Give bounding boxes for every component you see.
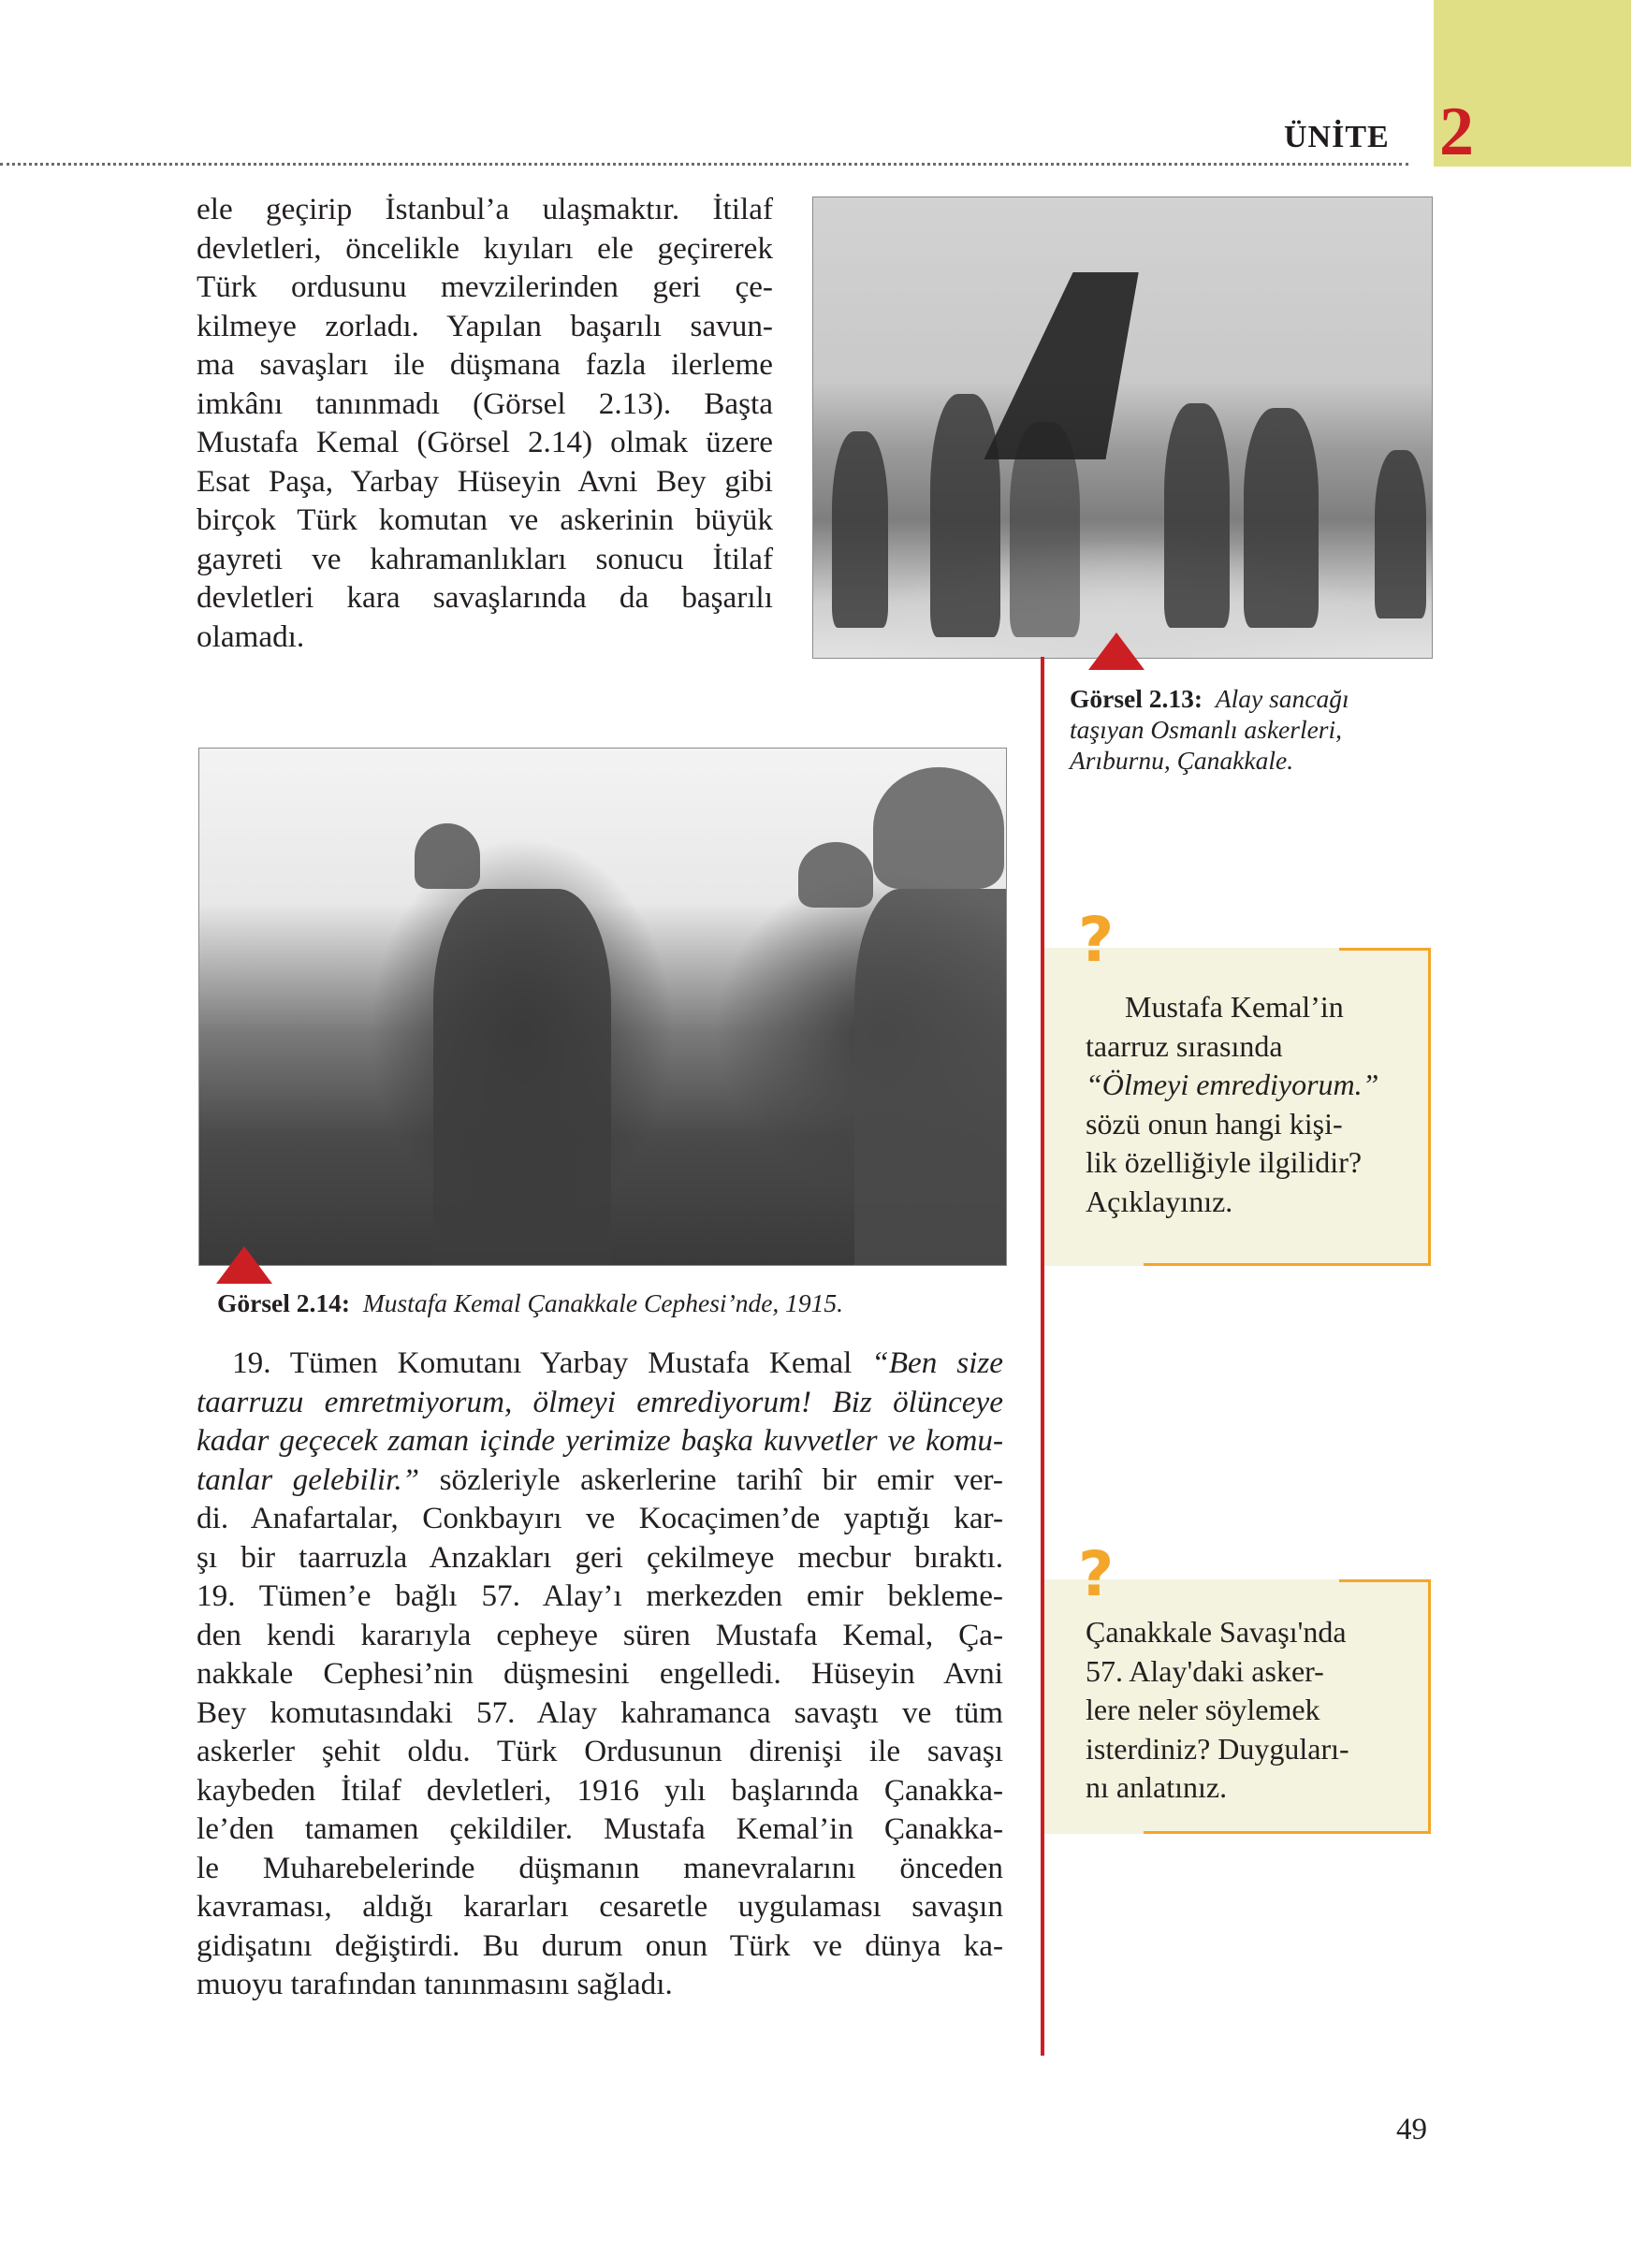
question-mark-icon: ? [1078,1538,1115,1610]
caption-text: Mustafa Kemal Çanakkale Cephesi’nde, 1915. [362,1288,844,1317]
text-line: lik özelliğiyle ilgilidir? [1086,1145,1363,1179]
caption-text: Arıburnu, Çanakkale. [1070,746,1294,775]
text-line: Bey komutasındaki 57. Alay kahramanca savaştı ve tüm [197,1694,1003,1730]
text-line: kaybeden İtilaf devletleri, 1916 yılı başlarında Çanakka- [197,1772,1003,1808]
soldier-silhouette [1164,403,1230,628]
text-line: muoyu tarafından tanınmasını sağladı. [197,1967,673,2001]
text-line: kavraması, aldığı kararları cesaretle uygulaması savaşın [197,1889,1003,1924]
helmet-silhouette [798,842,873,908]
text-line: 19. Tümen’e bağlı 57. Alay’ı merkezden emir bekleme- [197,1578,1003,1613]
unit-label: ÜNİTE [1284,120,1390,154]
text-line: birçok Türk komutan ve askerinin büyük [197,502,773,537]
text-line [197,1344,1003,1383]
intro-paragraph [197,190,773,656]
text-line: Açıklayınız. [1086,1184,1233,1218]
text-line: kilmeye zorladı. Yapılan başarılı savun- [197,308,773,343]
caption-label: Görsel 2.13: [1070,684,1203,713]
text-run: sözleriyle askerlerine tarihî bir emir ver- [419,1461,1003,1497]
question-mark-icon: ? [1078,904,1115,976]
text-line: Mustafa Kemal (Görsel 2.14) olmak üzere [197,425,773,459]
text-line: taarruz sırasında [1086,1028,1283,1063]
text-line: gayreti ve kahramanlıkları sonucu İtilaf [197,541,773,576]
question-1-text [1086,988,1378,1221]
box-border-bottom [1144,1831,1431,1834]
text-line: ma savaşları ile düşmana fazla ilerleme [197,347,773,382]
text-line: 57. Alay'daki asker- [1086,1653,1324,1688]
text-line: olamadı. [197,618,305,654]
box-border-top [1339,948,1431,951]
soldier-silhouette [854,889,1006,1265]
question-2-text [1086,1613,1349,1808]
quote-run: kadar geçecek zaman içinde yerimize başka kuvvetler ve komu- [197,1423,1003,1458]
caption-text: Alay sancağı [1215,684,1349,713]
figure-2-13-photo [812,196,1433,659]
text-line: di. Anafartalar, Conkbayırı ve Kocaçimen’de yaptığı kar- [197,1501,1003,1535]
text-line: den kendi kararıyla cepheye süren Mustafa Kemal, Ça- [197,1617,1003,1652]
page-number: 49 [1396,2113,1427,2146]
regiment-flag [984,272,1138,459]
fur-hat-silhouette [873,767,1004,889]
text-line: nı anlatınız. [1086,1770,1228,1804]
text-line [197,1461,1003,1500]
box-border-right [1428,1579,1431,1834]
text-line: lere neler söylemek [1086,1693,1320,1726]
text-line [197,1421,1003,1461]
text-run: 19. Tümen Komutanı Yarbay Mustafa Kemal [232,1345,872,1380]
text-line: Çanakkale Savaşı'nda [1086,1615,1347,1649]
text-line: nakkale Cephesi’nin düşmesini engelledi. Hüseyin Avni [197,1656,1003,1691]
text-line: devletleri kara savaşlarında da başarılı [197,580,773,615]
header-dotted-divider [0,163,1408,166]
caption-text: taşıyan Osmanlı askerleri, [1070,715,1343,744]
text-line: ele geçirip İstanbul’a ulaşmaktır. İtilaf [197,192,773,226]
text-line: devletleri, öncelikle kıyıları ele geçirerek [197,230,773,266]
text-line: şı bir taarruzla Anzakları geri çekilmeye mecbur bıraktı. [197,1539,1003,1575]
text-line: gidişatını değiştirdi. Bu durum onun Türk ve dünya ka- [197,1927,1003,1963]
figure-2-14-caption [217,1287,984,1318]
text-line: askerler şehit oldu. Türk Ordusunun direnişi ile savaşı [197,1734,1003,1768]
figure-2-13-caption [1070,683,1407,776]
box-border-bottom [1144,1263,1431,1266]
helmet-silhouette [415,823,480,889]
figure-marker-triangle [1088,632,1145,670]
text-line: imkânı tanınmadı (Görsel 2.13). Başta [197,385,773,421]
quote-line: “Ölmeyi emrediyorum.” [1086,1068,1379,1101]
figure-2-14-photo [198,748,1007,1266]
quote-run: tanlar gelebilir.” [197,1461,420,1497]
quote-run: “Ben size [871,1345,1003,1380]
text-line: isterdiniz? Duyguları- [1086,1731,1349,1766]
officer-silhouette [433,889,611,1265]
quote-run: taarruzu emretmiyorum, ölmeyi emrediyorum! Biz ölünceye [197,1384,1003,1419]
red-vertical-divider [1041,657,1044,2056]
text-line: le Muharebelerinde düşmanın manevralarını önceden [197,1850,1003,1885]
figure-marker-triangle [216,1246,272,1284]
unit-number: 2 [1439,94,1474,170]
box-border-right [1428,948,1431,1266]
box-border-top [1339,1579,1431,1582]
soldier-silhouette [832,431,888,628]
text-line: Türk ordusunu mevzilerinden geri çe- [197,269,773,304]
text-line: Mustafa Kemal’in [1125,990,1344,1024]
text-line: le’den tamamen çekildiler. Mustafa Kemal’in Çanakka- [197,1811,1003,1846]
soldier-silhouette [1375,450,1426,618]
main-paragraph [197,1344,1003,2004]
soldier-silhouette [1244,408,1319,628]
text-line: sözü onun hangi kişi- [1086,1106,1343,1141]
caption-label: Görsel 2.14: [217,1288,351,1317]
text-line [197,1383,1003,1422]
text-line: Esat Paşa, Yarbay Hüseyin Avni Bey gibi [197,463,773,499]
